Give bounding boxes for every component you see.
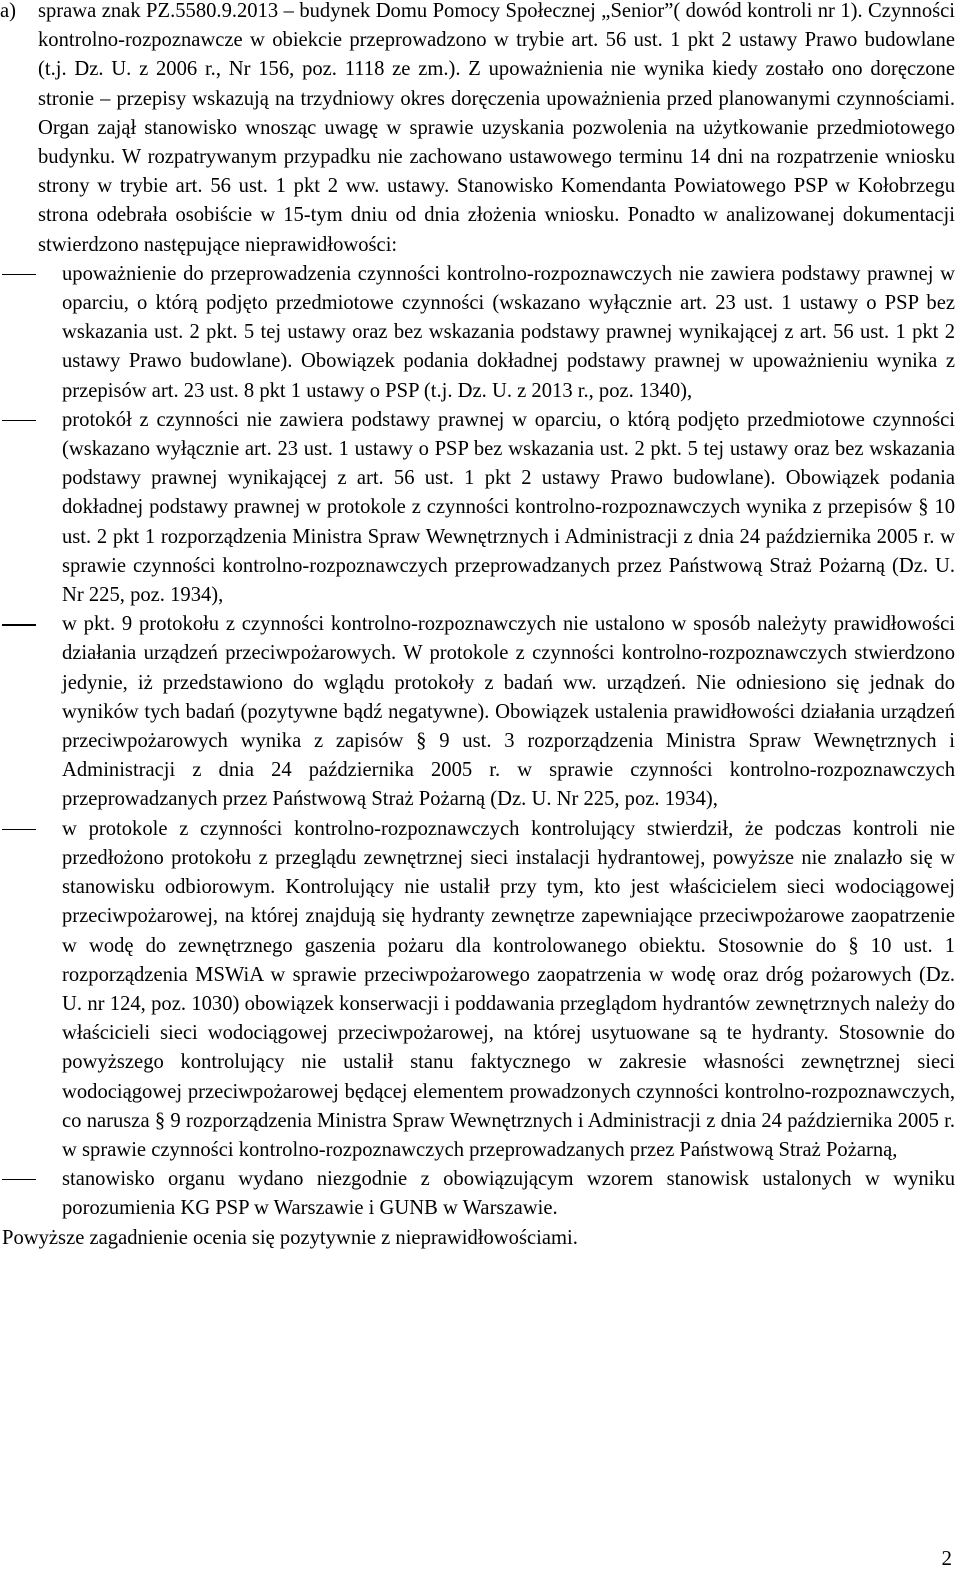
list-marker: a) <box>0 0 16 22</box>
list-item-text: w protokole z czynności kontrolno-rozpoznawczych kontrolujący stwierdził, że podczas kontroli nie przedłożono protokołu z przeglądu zewnętrznej sieci instalacji hydrantowej, powyższe nie znalazło się w stanowisku odbiorowym. Kontrolujący nie ustalił przy tym, kto jest właścicielem sieci wodociągowej przeciwpożarowej, na której znajdują się hydranty zewnętrze zapewniające przeciwpożarowe zaopatrzenie w wodę do zewnętrznego gaszenia pożaru dla kontrolowanego obiektu. Stosownie do § 10 ust. 1 rozporządzenia MSWiA w sprawie przeciwpożarowego zaopatrzenia w wodę oraz dróg pożarowych (Dz. U. nr 124, poz. 1030) obowiązek konserwacji i poddawania przeglądom hydrantów zewnętrznych należy do właścicieli sieci wodociągowej przeciwpożarowej, na której usytuowane są te hydranty. Stosownie do powyższego kontrolujący nie ustalił stanu faktycznego w zakresie własności zewnętrznej sieci wodociągowej przeciwpożarowej będącej elementem prowadzonych czynności kontrolno-rozpoznawczych, co narusza § 9 rozporządzenia Ministra Spraw Wewnętrznych i Administracji z dnia 24 października 2005 r. w sprawie czynności kontrolno-rozpoznawczych przeprowadzanych przez Państwową Straż Pożarną, <box>62 817 955 1161</box>
list-item-text: w pkt. 9 protokołu z czynności kontrolno-rozpoznawczych nie ustalono w sposób należyty prawidłowości działania urządzeń przeciwpożarowych. W protokole z czynności kontrolno-rozpoznawczych stwierdzono jedynie, iż przedstawiono do wglądu protokoły z badań ww. urządzeń. Nie odniesiono się jednak do wyników tych badań (pozytywne bądź negatywne). Obowiązek ustalenia prawidłowości działania urządzeń przeciwpożarowych wynika z zapisów § 9 ust. 3 rozporządzenia Ministra Spraw Wewnętrznych i Administracji z dnia 24 października 2005 r. w sprawie czynności kontrolno-rozpoznawczych przeprowadzanych przez Państwową Straż Pożarną (Dz. U. Nr 225, poz. 1934), <box>62 613 955 811</box>
list-item <box>0 260 955 406</box>
dash-bullet-icon <box>0 815 62 1165</box>
case-item-a <box>0 0 955 260</box>
list-item <box>0 815 955 1165</box>
irregularities-list <box>0 260 955 1224</box>
list-item <box>0 610 955 814</box>
list-item-text: upoważnienie do przeprowadzenia czynności kontrolno-rozpoznawczych nie zawiera podstawy prawnej w oparciu, o którą podjęto przedmiotowe czynności (wskazano wyłącznie art. 23 ust. 1 ustawy o PSP bez wskazania ust. 2 pkt. 5 tej ustawy oraz bez wskazania podstawy prawnej wynikającej z art. 56 ust. 1 pkt 2 ustawy Prawo budowlane). Obowiązek podania dokładnej podstawy prawnej w upoważnieniu wynika z przepisów art. 23 ust. 8 pkt 1 ustawy o PSP (t.j. Dz. U. z 2013 r., poz. 1340), <box>62 262 955 402</box>
list-item-text: protokół z czynności nie zawiera podstawy prawnej w oparciu, o którą podjęto przedmiotowe czynności (wskazano wyłącznie art. 23 ust. 1 ustawy o PSP bez wskazania ust. 2 pkt. 5 tej ustawy oraz bez wskazania podstawy prawnej wynikającej z art. 56 ust. 1 pkt 2 ustawy Prawo budowlane). Obowiązek podania dokładnej podstawy prawnej w protokole z czynności kontrolno-rozpoznawczych wynika z przepisów § 10 ust. 2 pkt 1 rozporządzenia Ministra Spraw Wewnętrznych i Administracji z dnia 24 października 2005 r. w sprawie czynności kontrolno-rozpoznawczych przeprowadzanych przez Państwową Straż Pożarną (Dz. U. Nr 225, poz. 1934), <box>62 408 955 607</box>
assessment-summary: Powyższe zagadnienie ocenia się pozytywnie z nieprawidłowościami. <box>2 1226 578 1249</box>
list-item <box>0 406 955 610</box>
list-item-text: stanowisko organu wydano niezgodnie z obowiązującym wzorem stanowisk ustalonych w wyniku porozumienia KG PSP w Warszawie i GUNB w Warszawie. <box>62 1168 955 1220</box>
case-description: sprawa znak PZ.5580.9.2013 – budynek Domu Pomocy Społecznej „Senior”( dowód kontroli nr 1). Czynności kontrolno-rozpoznawcze w obiekcie przeprowadzono w trybie art. 56 ust. 1 pkt 2 ustawy Prawo budowlane (t.j. Dz. U. z 2006 r., Nr 156, poz. 1118 ze zm.). Z upoważnienia nie wynika kiedy zostało ono doręczone stronie – przepisy wskazują na trzydniowy okres doręczenia upoważnienia przed planowanymi czynnościami. Organ zajął stanowisko wnosząc uwagę w sprawie uzyskania pozwolenia na użytkowanie przedmiotowego budynku. W rozpatrywanym przypadku nie zachowano ustawowego terminu 14 dni na rozpatrzenie wniosku strony w trybie art. 56 ust. 1 pkt 2 ww. ustawy. Stanowisko Komendanta Powiatowego PSP w Kołobrzegu strona odebrała osobiście w 15-tym dniu od dnia złożenia wniosku. Ponadto w analizowanej dokumentacji stwierdzono następujące nieprawidłowości: <box>38 0 955 256</box>
dash-bullet-icon <box>0 1165 62 1223</box>
list-item <box>0 1165 955 1223</box>
dash-bullet-icon <box>0 610 62 814</box>
page-number: 2 <box>941 1546 952 1570</box>
dash-bullet-icon <box>0 406 62 610</box>
dash-bullet-icon <box>0 260 62 406</box>
